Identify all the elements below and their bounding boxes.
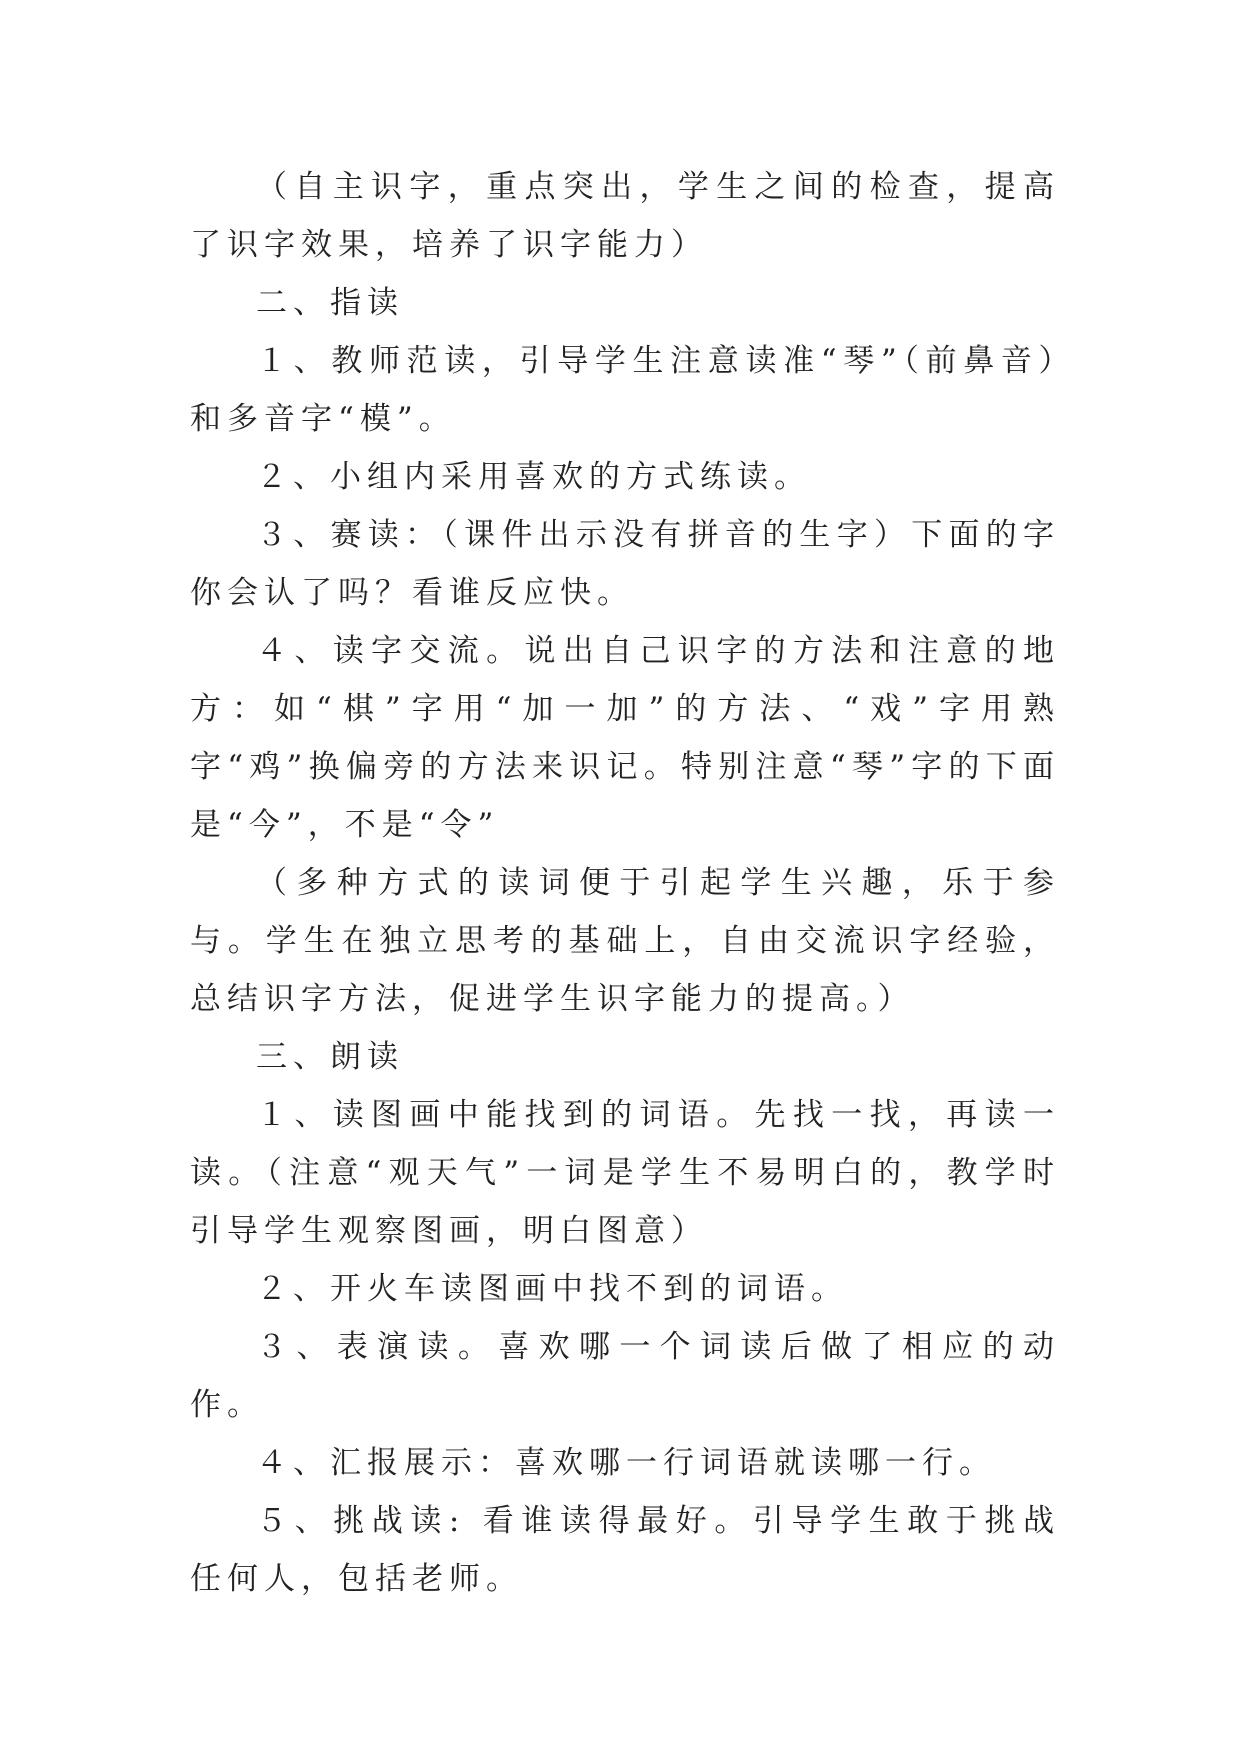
paragraph-read-step-2: ２、开火车读图画中找不到的词语。 bbox=[256, 1271, 848, 1307]
paragraph-step-4: ４、读字交流。说出自己识字的方法和注意的地方：如“棋”字用“加一加”的方法、“戏”字用熟字“鸡”换偏旁的方法来识记。特别注意“琴”字的下面是“今”，不是“令” bbox=[190, 633, 1060, 843]
paragraph-note-1: （自主识字，重点突出，学生之间的检查，提高了识字效果，培养了识字能力） bbox=[190, 169, 1060, 263]
section-heading-guided-reading: 二、指读 bbox=[256, 285, 404, 321]
paragraph-step-1: １、教师范读，引导学生注意读准“琴”（前鼻音）和多音字“模”。 bbox=[190, 343, 1060, 437]
section-heading-read-aloud: 三、朗读 bbox=[256, 1039, 404, 1075]
paragraph-read-step-5: ５、挑战读: 看谁读得最好。引导学生敢于挑战任何人，包括老师。 bbox=[190, 1503, 1060, 1597]
paragraph-read-step-3: ３、表演读。喜欢哪一个词读后做了相应的动作。 bbox=[190, 1329, 1060, 1423]
paragraph-read-step-1: １、读图画中能找到的词语。先找一找，再读一读。（注意“观天气”一词是学生不易明白的，教学时引导学生观察图画，明白图意） bbox=[190, 1097, 1060, 1249]
paragraph-note-2: （多种方式的读词便于引起学生兴趣，乐于参与。学生在独立思考的基础上，自由交流识字经验，总结识字方法，促进学生识字能力的提高。） bbox=[190, 865, 1060, 1017]
paragraph-step-3: ３、赛读：（课件出示没有拼音的生字）下面的字你会认了吗？看谁反应快。 bbox=[190, 517, 1060, 611]
paragraph-step-2: ２、小组内采用喜欢的方式练读。 bbox=[256, 459, 811, 495]
document-body bbox=[190, 158, 1060, 1608]
paragraph-read-step-4: ４、汇报展示：喜欢哪一行词语就读哪一行。 bbox=[256, 1445, 996, 1481]
